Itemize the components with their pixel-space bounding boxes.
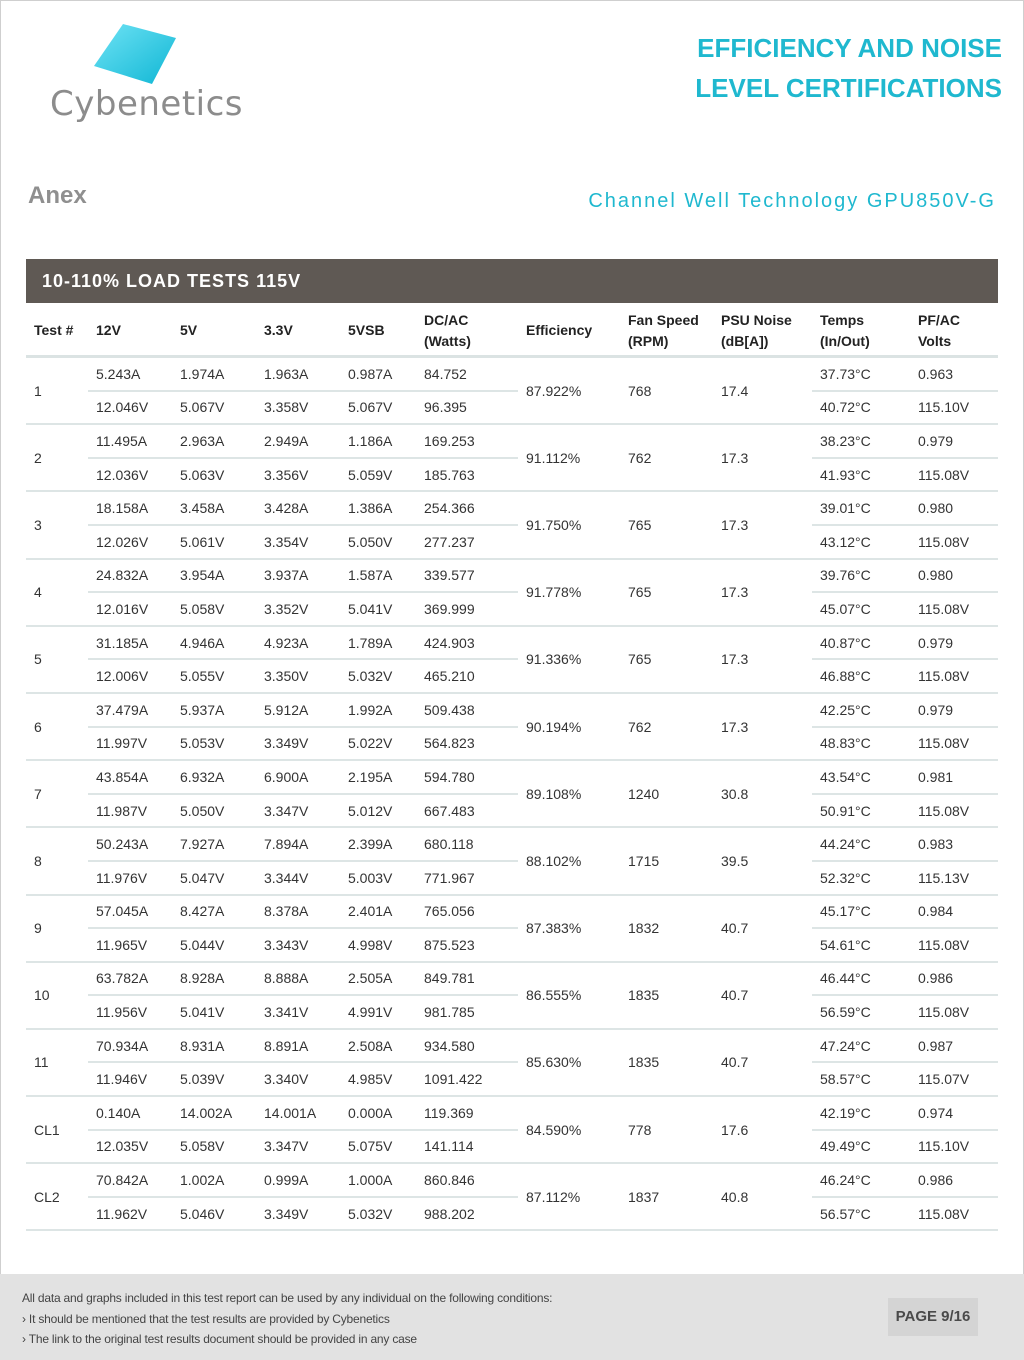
ac-volts-cell: 115.10V [910,392,998,426]
psu-noise-cell: 40.7 [713,963,812,1030]
dc-watts-cell: 934.580 [416,1030,518,1064]
test-id-cell: CL1 [26,1097,88,1164]
psu-noise-cell: 17.3 [713,492,812,559]
temp-in-cell: 44.24°C [812,828,910,862]
table-row [26,593,998,627]
fan-speed-cell: 765 [620,492,713,559]
amps-5vsb-cell: 2.399A [340,828,416,862]
ac-watts-cell: 875.523 [416,929,518,963]
page-title [695,28,1002,108]
footer [0,1274,1024,1360]
amps-3-3v-cell: 4.923A [256,627,340,661]
fan-speed-cell: 778 [620,1097,713,1164]
test-id-cell: 11 [26,1030,88,1097]
col-fan-l1: Fan Speed [628,311,699,328]
fan-speed-cell: 1837 [620,1164,713,1231]
footer-line-3: › The link to the original test results document should be provided in any case [22,1332,417,1346]
test-id-cell: 5 [26,627,88,694]
col-noise-l1: PSU Noise [721,311,792,328]
power-factor-cell: 0.984 [910,896,998,930]
efficiency-cell: 91.750% [518,492,620,559]
dc-watts-cell: 860.846 [416,1164,518,1198]
volts-12v-cell: 12.035V [88,1131,172,1165]
amps-12v-cell: 50.243A [88,828,172,862]
temp-in-cell: 38.23°C [812,425,910,459]
volts-5vsb-cell: 5.067V [340,392,416,426]
table-row [26,795,998,829]
amps-12v-cell: 70.842A [88,1164,172,1198]
ac-volts-cell: 115.08V [910,660,998,694]
dc-watts-cell: 765.056 [416,896,518,930]
ac-watts-cell: 369.999 [416,593,518,627]
volts-5vsb-cell: 5.003V [340,862,416,896]
volts-5vsb-cell: 5.022V [340,728,416,762]
volts-5v-cell: 5.039V [172,1063,256,1097]
amps-5v-cell: 3.954A [172,560,256,594]
volts-5vsb-cell: 5.041V [340,593,416,627]
volts-3-3v-cell: 3.349V [256,1198,340,1232]
amps-3-3v-cell: 8.378A [256,896,340,930]
amps-5vsb-cell: 1.992A [340,694,416,728]
amps-12v-cell: 43.854A [88,761,172,795]
table-row [26,392,998,426]
power-factor-cell: 0.979 [910,694,998,728]
volts-5v-cell: 5.058V [172,1131,256,1165]
volts-12v-cell: 11.976V [88,862,172,896]
volts-5v-cell: 5.041V [172,996,256,1030]
fan-speed-cell: 762 [620,694,713,761]
volts-3-3v-cell: 3.344V [256,862,340,896]
volts-5v-cell: 5.058V [172,593,256,627]
efficiency-cell: 86.555% [518,963,620,1030]
amps-5v-cell: 8.928A [172,963,256,997]
volts-5vsb-cell: 5.032V [340,660,416,694]
table-row [26,963,998,997]
psu-noise-cell: 39.5 [713,828,812,895]
table-row [26,492,998,526]
amps-5vsb-cell: 2.505A [340,963,416,997]
amps-5v-cell: 14.002A [172,1097,256,1131]
amps-3-3v-cell: 2.949A [256,425,340,459]
efficiency-cell: 87.112% [518,1164,620,1231]
test-id-cell: 8 [26,828,88,895]
temp-in-cell: 42.25°C [812,694,910,728]
psu-noise-cell: 17.4 [713,358,812,425]
ac-volts-cell: 115.08V [910,728,998,762]
temp-out-cell: 50.91°C [812,795,910,829]
ac-watts-cell: 277.237 [416,526,518,560]
power-factor-cell: 0.981 [910,761,998,795]
col-temps-l1: Temps [820,311,865,328]
test-id-cell: 10 [26,963,88,1030]
ac-watts-cell: 981.785 [416,996,518,1030]
volts-12v-cell: 12.016V [88,593,172,627]
temp-in-cell: 46.44°C [812,963,910,997]
volts-5v-cell: 5.050V [172,795,256,829]
volts-12v-cell: 12.026V [88,526,172,560]
psu-noise-cell: 17.3 [713,425,812,492]
table-row [26,694,998,728]
amps-5vsb-cell: 1.000A [340,1164,416,1198]
volts-3-3v-cell: 3.347V [256,795,340,829]
psu-noise-cell: 17.3 [713,694,812,761]
table-row [26,828,998,862]
ac-watts-cell: 988.202 [416,1198,518,1232]
volts-3-3v-cell: 3.358V [256,392,340,426]
volts-3-3v-cell: 3.349V [256,728,340,762]
product-name: Channel Well Technology GPU850V-G [588,190,996,212]
power-factor-cell: 0.986 [910,1164,998,1198]
col-5vsb: 5VSB [340,306,416,358]
amps-12v-cell: 63.782A [88,963,172,997]
power-factor-cell: 0.987 [910,1030,998,1064]
volts-3-3v-cell: 3.356V [256,459,340,493]
amps-5v-cell: 3.458A [172,492,256,526]
efficiency-cell: 91.112% [518,425,620,492]
amps-3-3v-cell: 7.894A [256,828,340,862]
table-row [26,1131,998,1165]
amps-12v-cell: 0.140A [88,1097,172,1131]
psu-noise-cell: 30.8 [713,761,812,828]
ac-volts-cell: 115.08V [910,1198,998,1232]
table-header-row [26,306,998,358]
temp-in-cell: 39.01°C [812,492,910,526]
volts-5v-cell: 5.046V [172,1198,256,1232]
fan-speed-cell: 1835 [620,963,713,1030]
dc-watts-cell: 424.903 [416,627,518,661]
amps-12v-cell: 31.185A [88,627,172,661]
volts-5v-cell: 5.053V [172,728,256,762]
amps-5vsb-cell: 1.789A [340,627,416,661]
col-fan-l2: (RPM) [628,332,669,349]
efficiency-cell: 87.922% [518,358,620,425]
table-row [26,929,998,963]
temp-out-cell: 43.12°C [812,526,910,560]
temp-out-cell: 49.49°C [812,1131,910,1165]
volts-3-3v-cell: 3.340V [256,1063,340,1097]
table-row [26,560,998,594]
col-efficiency: Efficiency [518,306,620,358]
amps-5v-cell: 1.974A [172,358,256,392]
temp-in-cell: 47.24°C [812,1030,910,1064]
logo-diamond-icon [48,22,228,92]
fan-speed-cell: 1832 [620,896,713,963]
temp-out-cell: 58.57°C [812,1063,910,1097]
test-id-cell: 7 [26,761,88,828]
fan-speed-cell: 765 [620,560,713,627]
ac-watts-cell: 96.395 [416,392,518,426]
amps-5vsb-cell: 2.401A [340,896,416,930]
amps-12v-cell: 5.243A [88,358,172,392]
ac-watts-cell: 771.967 [416,862,518,896]
col-test: Test # [26,306,88,358]
efficiency-cell: 87.383% [518,896,620,963]
dc-watts-cell: 254.366 [416,492,518,526]
ac-volts-cell: 115.10V [910,1131,998,1165]
ac-volts-cell: 115.08V [910,459,998,493]
amps-12v-cell: 70.934A [88,1030,172,1064]
table-row [26,1164,998,1198]
temp-in-cell: 46.24°C [812,1164,910,1198]
dc-watts-cell: 849.781 [416,963,518,997]
power-factor-cell: 0.963 [910,358,998,392]
ac-volts-cell: 115.08V [910,526,998,560]
amps-5v-cell: 2.963A [172,425,256,459]
ac-watts-cell: 465.210 [416,660,518,694]
col-3-3v: 3.3V [256,306,340,358]
amps-3-3v-cell: 5.912A [256,694,340,728]
volts-12v-cell: 12.036V [88,459,172,493]
temp-out-cell: 56.59°C [812,996,910,1030]
fan-speed-cell: 765 [620,627,713,694]
fan-speed-cell: 762 [620,425,713,492]
volts-5v-cell: 5.063V [172,459,256,493]
fan-speed-cell: 1835 [620,1030,713,1097]
amps-12v-cell: 24.832A [88,560,172,594]
amps-5vsb-cell: 0.987A [340,358,416,392]
temp-in-cell: 45.17°C [812,896,910,930]
amps-3-3v-cell: 1.963A [256,358,340,392]
ac-watts-cell: 667.483 [416,795,518,829]
power-factor-cell: 0.980 [910,560,998,594]
volts-12v-cell: 11.962V [88,1198,172,1232]
volts-12v-cell: 11.956V [88,996,172,1030]
volts-3-3v-cell: 3.341V [256,996,340,1030]
col-5v: 5V [172,306,256,358]
table-row [26,660,998,694]
power-factor-cell: 0.979 [910,627,998,661]
title-line-2: LEVEL CERTIFICATIONS [695,73,1002,103]
volts-3-3v-cell: 3.354V [256,526,340,560]
psu-noise-cell: 17.3 [713,560,812,627]
amps-12v-cell: 37.479A [88,694,172,728]
psu-noise-cell: 40.7 [713,896,812,963]
volts-12v-cell: 11.997V [88,728,172,762]
efficiency-cell: 84.590% [518,1097,620,1164]
amps-5vsb-cell: 1.386A [340,492,416,526]
power-factor-cell: 0.983 [910,828,998,862]
footer-conditions [22,1288,552,1350]
efficiency-cell: 85.630% [518,1030,620,1097]
ac-volts-cell: 115.07V [910,1063,998,1097]
volts-5vsb-cell: 5.050V [340,526,416,560]
amps-5v-cell: 4.946A [172,627,256,661]
dc-watts-cell: 594.780 [416,761,518,795]
volts-3-3v-cell: 3.350V [256,660,340,694]
page-number-badge: PAGE 9/16 [888,1298,978,1336]
fan-speed-cell: 1715 [620,828,713,895]
amps-3-3v-cell: 3.428A [256,492,340,526]
table-row [26,459,998,493]
amps-3-3v-cell: 3.937A [256,560,340,594]
volts-12v-cell: 11.946V [88,1063,172,1097]
temp-in-cell: 43.54°C [812,761,910,795]
volts-5vsb-cell: 5.075V [340,1131,416,1165]
table-row [26,761,998,795]
table-row [26,526,998,560]
temp-out-cell: 46.88°C [812,660,910,694]
amps-3-3v-cell: 14.001A [256,1097,340,1131]
efficiency-cell: 91.336% [518,627,620,694]
amps-12v-cell: 57.045A [88,896,172,930]
volts-5v-cell: 5.061V [172,526,256,560]
table-row [26,1063,998,1097]
volts-12v-cell: 12.006V [88,660,172,694]
ac-volts-cell: 115.08V [910,929,998,963]
power-factor-cell: 0.986 [910,963,998,997]
temp-out-cell: 45.07°C [812,593,910,627]
amps-5v-cell: 7.927A [172,828,256,862]
temp-in-cell: 40.87°C [812,627,910,661]
logo-wordmark: Cybenetics [50,84,244,124]
amps-5v-cell: 6.932A [172,761,256,795]
amps-5vsb-cell: 2.195A [340,761,416,795]
col-temps [812,306,910,358]
section-label: Anex [28,182,87,209]
table-banner: 10-110% LOAD TESTS 115V [26,259,998,303]
table-row [26,1198,998,1232]
temp-out-cell: 54.61°C [812,929,910,963]
volts-5vsb-cell: 5.012V [340,795,416,829]
ac-watts-cell: 1091.422 [416,1063,518,1097]
temp-out-cell: 40.72°C [812,392,910,426]
volts-5v-cell: 5.044V [172,929,256,963]
col-pf-l1: PF/AC [918,311,960,328]
volts-12v-cell: 11.965V [88,929,172,963]
col-pf-l2: Volts [918,332,952,349]
test-id-cell: 6 [26,694,88,761]
psu-noise-cell: 17.6 [713,1097,812,1164]
amps-3-3v-cell: 8.891A [256,1030,340,1064]
amps-5vsb-cell: 1.186A [340,425,416,459]
col-noise [713,306,812,358]
volts-5vsb-cell: 4.991V [340,996,416,1030]
volts-3-3v-cell: 3.343V [256,929,340,963]
temp-out-cell: 41.93°C [812,459,910,493]
volts-5v-cell: 5.047V [172,862,256,896]
col-fan [620,306,713,358]
dc-watts-cell: 680.118 [416,828,518,862]
psu-noise-cell: 40.8 [713,1164,812,1231]
table-row [26,358,998,392]
temp-out-cell: 48.83°C [812,728,910,762]
amps-3-3v-cell: 6.900A [256,761,340,795]
psu-noise-cell: 40.7 [713,1030,812,1097]
test-id-cell: 2 [26,425,88,492]
test-id-cell: CL2 [26,1164,88,1231]
volts-5v-cell: 5.067V [172,392,256,426]
table-row [26,425,998,459]
test-id-cell: 4 [26,560,88,627]
power-factor-cell: 0.974 [910,1097,998,1131]
col-pf [910,306,998,358]
col-noise-l2: (dB[A]) [721,332,769,349]
ac-watts-cell: 141.114 [416,1131,518,1165]
amps-5v-cell: 5.937A [172,694,256,728]
volts-12v-cell: 12.046V [88,392,172,426]
dc-watts-cell: 169.253 [416,425,518,459]
volts-5vsb-cell: 5.059V [340,459,416,493]
amps-5v-cell: 8.931A [172,1030,256,1064]
table-row [26,996,998,1030]
volts-5vsb-cell: 4.998V [340,929,416,963]
table-row [26,1097,998,1131]
table-row [26,627,998,661]
fan-speed-cell: 1240 [620,761,713,828]
efficiency-cell: 90.194% [518,694,620,761]
col-12v: 12V [88,306,172,358]
temp-in-cell: 42.19°C [812,1097,910,1131]
temp-in-cell: 39.76°C [812,560,910,594]
table-row [26,896,998,930]
volts-12v-cell: 11.987V [88,795,172,829]
amps-12v-cell: 18.158A [88,492,172,526]
amps-12v-cell: 11.495A [88,425,172,459]
test-id-cell: 3 [26,492,88,559]
volts-3-3v-cell: 3.347V [256,1131,340,1165]
ac-volts-cell: 115.08V [910,996,998,1030]
power-factor-cell: 0.979 [910,425,998,459]
amps-5vsb-cell: 0.000A [340,1097,416,1131]
amps-3-3v-cell: 8.888A [256,963,340,997]
ac-volts-cell: 115.08V [910,593,998,627]
test-id-cell: 9 [26,896,88,963]
dc-watts-cell: 84.752 [416,358,518,392]
table-row [26,1030,998,1064]
ac-watts-cell: 564.823 [416,728,518,762]
dc-watts-cell: 509.438 [416,694,518,728]
volts-5v-cell: 5.055V [172,660,256,694]
footer-line-1: All data and graphs included in this test report can be used by any individual on the following conditions: [22,1291,553,1305]
efficiency-cell: 88.102% [518,828,620,895]
efficiency-cell: 91.778% [518,560,620,627]
temp-in-cell: 37.73°C [812,358,910,392]
volts-5vsb-cell: 5.032V [340,1198,416,1232]
ac-volts-cell: 115.08V [910,795,998,829]
col-temps-l2: (In/Out) [820,332,870,349]
ac-watts-cell: 185.763 [416,459,518,493]
title-line-1: EFFICIENCY AND NOISE [697,33,1002,63]
col-dcac-l1: DC/AC [424,311,469,328]
ac-volts-cell: 115.13V [910,862,998,896]
amps-5v-cell: 1.002A [172,1164,256,1198]
volts-3-3v-cell: 3.352V [256,593,340,627]
table-row [26,728,998,762]
amps-5v-cell: 8.427A [172,896,256,930]
volts-5vsb-cell: 4.985V [340,1063,416,1097]
power-factor-cell: 0.980 [910,492,998,526]
col-dcac [416,306,518,358]
test-id-cell: 1 [26,358,88,425]
temp-out-cell: 52.32°C [812,862,910,896]
load-tests-table [26,306,998,1231]
amps-3-3v-cell: 0.999A [256,1164,340,1198]
footer-line-2: › It should be mentioned that the test results are provided by Cybenetics [22,1311,390,1326]
dc-watts-cell: 119.369 [416,1097,518,1131]
amps-5vsb-cell: 2.508A [340,1030,416,1064]
efficiency-cell: 89.108% [518,761,620,828]
fan-speed-cell: 768 [620,358,713,425]
amps-5vsb-cell: 1.587A [340,560,416,594]
temp-out-cell: 56.57°C [812,1198,910,1232]
table-row [26,862,998,896]
table-body [26,358,998,1231]
psu-noise-cell: 17.3 [713,627,812,694]
col-dcac-l2: (Watts) [424,332,471,349]
dc-watts-cell: 339.577 [416,560,518,594]
